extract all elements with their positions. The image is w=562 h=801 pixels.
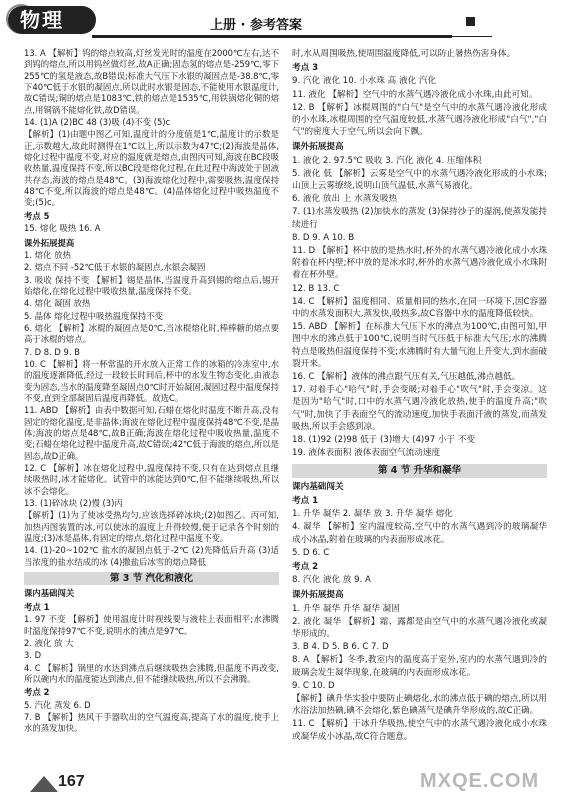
answer-entry: 14. (1)-20~102℃ 盐水的凝固点低于-2℃ (2)先降低后升高 (3)适当浓度的盐水结成的冰 (4)撒盐后冰雪的熔点降低 [24,545,279,567]
header-rule-thin [452,36,492,37]
answer-entry: 6. 液化 放出 上 水蒸发吸热 [292,194,398,205]
answer-entry: 11. C 【解析】干冰升华吸热,使空气中的水蒸气遇冷液化成小水珠或凝华成小冰晶,故C符合题意。 [292,719,547,742]
answer-entry: 15. ABD 【解析】在标准大气压下水的沸点为100℃,由图可知,甲图中水的沸点低于100℃,说明当时气压低于标准大气压;水的沸腾特点是吸热但温度保持不变;水沸腾时有大量气泡上升变大,到水面破裂开来。 [292,322,547,369]
answer-entry: 6. 熔化 【解析】冰棍的凝固点是0℃,当冰棍熔化时,棒棒糖的熔点要高于冰棍的熔点。 [24,322,279,345]
left-main-entries [24,48,279,568]
subject-logo: 物理 [8,6,96,34]
kaodian-label: 考点 5 [24,210,50,221]
answer-entry: 13. A 【解析】钨的熔点较高,灯丝发光时的温度在2000℃左右,达不到钨的熔点,所以用钨丝做灯丝,故A正确;固态氢的熔点是-259℃,零下255℃的氢是液态,故B错误;标准大气压下水银的凝固点是-38.8℃,零下40℃低于水银的凝固点,所以此时水银是固态,不能使用水银温度计,故C错误;铜的熔点是1083℃,铁的熔点是1535℃,用铁锅熔化铜的熔点,用铜锅不能熔化铁,故D错误。 [24,48,279,115]
answer-entry: 1. 液化 2. 97.5℃ 吸收 3. 汽化 液化 4. 压缩体积 [292,155,482,166]
kaodian-label: 考点 1 [24,601,50,612]
answer-entry: 17. 对着手心"哈气"时,手会变暖;对着手心"吹气"时,手会变凉。这是因为"哈气"时,口中的水蒸气遇冷液化放热,使手的温度升高;"吹气"时,加快了手表面空气的流动速度,加快手表面汗液的蒸发,而蒸发吸热,所以手会感到凉。 [292,385,547,432]
section-label: 课内基础闯关 [292,481,344,492]
answer-entry: 19. 液体表面积 液体表面空气流动速度 [292,448,441,459]
answer-entry: 11. 液化 【解析】空气中的水蒸气遇冷液化成小水珠,由此可知。 [292,89,538,100]
left-tail-entries [24,588,279,734]
answer-entry: 12. C 【解析】冰在熔化过程中,温度保持不变,只有在达到熔点且继续吸热时,冰才能熔化。试管中的冰能达到0℃,但不能继续吸热,所以冰不会熔化。 [24,463,279,496]
section-heading-left: 第 3 节 汽化和液化 [24,572,279,585]
footer-mountain-icon [30,776,58,792]
answer-entry: 8. D 9. A 10. B [292,232,355,243]
answer-entry: 4. C 【解析】锅里的水达到沸点后继续吸热会沸腾,但温度不再改变,所以碗内水的温度能达到沸点,但不能继续吸热,所以不会沸腾。 [24,662,279,684]
right-column [292,48,547,744]
right-main-entries [292,48,547,460]
answer-entry: 【解析】(1)为了使冰受热均匀,应该选择碎冰块;(2)如图乙、丙可知,加热丙图装置的冰,可以使冰的温度上升得较慢,便于记录各个时刻的温度;(3)冰是晶体,有固定的熔点,熔化过程中温度不变。 [24,510,279,544]
kaodian-label: 考点 3 [292,63,319,74]
answer-entry: 14. C 【解析】温度相同、质量相同的热水,在同一环境下,因C容器中的水蒸发面积大,蒸发快,吸热多,故C容器中水的温度降低较快。 [292,296,547,320]
answer-entry: 16. C 【解析】液体的沸点跟气压有关,气压越低,沸点越低。 [292,372,521,383]
page-number: 167 [58,773,85,790]
right-tail-entries [292,481,547,743]
left-column [24,48,279,736]
answer-entry: 11. ABD 【解析】由表中数据可知,石蜡在熔化时温度不断升高,没有固定的熔化温度,是非晶体;海波在熔化过程中温度保持48℃不变,是晶体;海波的熔点是48℃,故B正确;海波在熔化过程中吸收热量,温度不变;石蜡在熔化过程中温度升高,故C错误;42℃低于海波的熔点,所以是固态,故D正确。 [24,405,279,461]
header-rule [92,35,452,38]
answer-entry: 12. B 【解析】冰棍周围的"白气"是空气中的水蒸气遇冷液化形成的小水珠,冰棍周围的空气温度较低,水蒸气遇冷液化形成"白气","白气"的密度大于空气,所以会向下飘。 [292,102,547,138]
answer-entry: 15. 熔化 吸热 16. A [24,223,101,234]
answer-entry: 1. 97 不变 【解析】使用温度计时视线要与液柱上表面相平;水沸腾时温度保持97℃不变,说明水的沸点是97℃。 [24,614,279,636]
section-label: 课外拓展提高 [292,142,344,153]
answer-entry: 4. 熔化 凝固 放热 [24,298,91,309]
answer-entry: 7. D 8. D 9. B [24,346,80,357]
answer-entry: 2. 液化 凝华 【解析】霜、露都是由空气中的水蒸气遇冷液化或凝华形成的。 [292,616,547,639]
watermark: MXQE.COM [420,770,540,792]
answer-entry: 7. (1)水蒸发吸热 (2)加快水的蒸发 (3)保持沙子的湿润,使蒸发能持续进行 [292,207,547,230]
answer-entry: 9. C 10. D [292,680,335,691]
kaodian-label: 考点 2 [24,687,50,698]
answer-entry: 2. 熔点不同 -52℃低于水银的凝固点,水银会凝固 [24,262,206,273]
answer-entry: 9. 汽化 液化 10. 小水珠 高 液化 汽化 [292,76,437,87]
answer-entry: 1. 升华 凝华 升华 凝华 凝固 [292,603,400,614]
page-header [0,0,562,40]
answer-entry: 5. 液化 低 【解析】云雾是空气中的水蒸气遇冷液化形成的小水珠;山顶上云雾缭绕,说明山顶气温低,水蒸气易液化。 [292,168,547,192]
answer-entry: 5. 汽化 蒸发 6. D [24,699,91,710]
answer-entry: 5. 晶体 熔化过程中吸热温度保持不变 [24,310,163,321]
answer-entry: 18. (1)92 (2)98 低于 (3)增大 (4)97 小于 不变 [292,435,476,446]
answer-entry: 1. 升华 凝华 2. 凝华 放 3. 升华 凝华 熔化 [292,509,453,520]
answer-entry: 【解析】碘升华实验中要防止碘熔化,水的沸点低于碘的熔点,所以用水浴法加热碘,碘不会熔化,紫色碘蒸气是碘升华形成的,故C正确。 [292,693,547,717]
section-label: 课内基础闯关 [24,588,75,599]
kaodian-label: 考点 2 [292,561,319,572]
answer-entry: 8. A 【解析】冬季,教室内的温度高于室外,室内的水蒸气遇到冷的玻璃会发生凝华现象,在玻璃的内表面形成冰花。 [292,655,547,678]
answer-entry: 【解析】(1)由题中图乙可知,温度计的分度值是1℃,温度计的示数是正,示数越大,故此时测得在1℃以上,所以示数为47℃;(2)海波是晶体,熔化过程中温度不变,对应的温度就是熔点,由图丙可知,海波在BC段吸收热量,温度保持不变,所以BC段是熔化过程,在此过程中海波处于固液共存态,海波的熔点是48℃。(3)海波熔化过程中,需要吸热,温度保持48℃不变,所以海波的熔点是48℃。(4)晶体熔化过程中吸热温度不变;(5)c。 [24,129,279,208]
header-square-icon [466,17,475,26]
section-label: 课外拓展提高 [292,590,344,601]
answer-entry: 14. (1)A (2)BC 48 (3)吸 (4)不变 (5)c [24,117,171,128]
answer-entry: 5. D 6. C [292,547,330,558]
answer-entry: 1. 熔化 放热 [24,249,71,260]
answer-entry: 11. D 【解析】杯中放的是热水时,杯外的水蒸气遇冷液化成小水珠附着在杯内壁;杯中放的是冰水时,杯外的水蒸气遇冷液化成小水珠附着在杯外壁。 [292,246,547,281]
answer-entry: 3. 吸收 保持不变 【解析】锡是晶体,当温度升高到锡的熔点后,锡开始熔化,在熔化过程中吸收热量,温度保持不变。 [24,274,279,296]
answer-entry: 8. 汽化 液化 放 9. A [292,575,371,586]
answer-entry: 2. 液化 放 大 [24,637,74,648]
answer-entry: 3. D [24,650,42,661]
answer-entry: 4. 凝华 【解析】室内温度较高,空气中的水蒸气遇到冷的玻璃凝华成小冰晶,附着在玻璃的内表面形成冰花。 [292,522,547,545]
answer-entry: 10. C 【解析】将一杯常温的开水放入正常工作的冰箱的冷冻室中,水的温度逐渐降低,经过一段较长时间后,杯中的水发生物态变化,由液态变为固态,当水的温度降至凝固点0℃时开始凝固,凝固过程中温度保持不变,直到全部凝固后温度再降低。故选C。 [24,358,279,403]
section-heading-right: 第 4 节 升华和凝华 [292,464,547,478]
answer-entry: 13. (1)碎冰块 (2)慢 (3)丙 [24,498,123,509]
answer-entry: 12. B 13. C [292,283,340,294]
header-title: 上册 · 参考答案 [210,18,302,33]
answer-entry: 3. B 4. D 5. B 6. C 7. D [292,642,389,653]
kaodian-label: 考点 1 [292,495,319,506]
answer-entry: 7. B 【解析】热风干手器吹出的空气温度高,提高了水的温度,使手上水的蒸发加快。 [24,711,279,734]
answer-entry: 时,水从周围吸热,使周围温度降低,可以防止暑热伤害身体。 [292,49,516,59]
section-label: 课外拓展提高 [24,237,75,248]
